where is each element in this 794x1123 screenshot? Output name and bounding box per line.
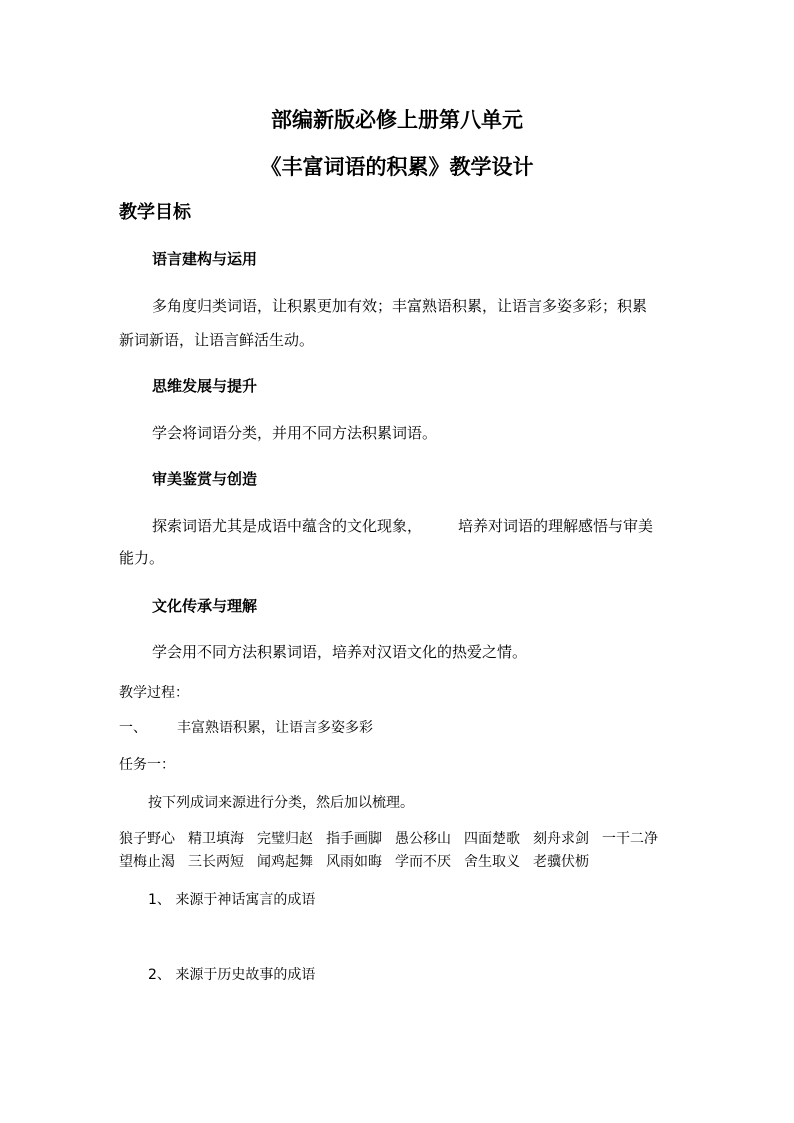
- goal2-text: 学会将词语分类，并用不同方法积累词语。: [152, 424, 438, 442]
- idiom-item: 学而不厌: [395, 854, 451, 870]
- goal3-text-line2: 能力。: [119, 549, 165, 567]
- idiom-item: 四面楚歌: [464, 831, 520, 847]
- task1-label: 任务一：: [119, 757, 175, 773]
- doc-title-line1: 部编新版必修上册第八单元: [271, 108, 523, 132]
- idiom-item: 狼子野心: [119, 831, 175, 847]
- goal3-heading: 审美鉴赏与创造: [152, 470, 258, 488]
- section-heading-goals: 教学目标: [119, 202, 191, 223]
- goal4-text: 学会用不同方法积累词语，培养对汉语文化的热爱之情。: [152, 643, 528, 661]
- idiom-item: 望梅止渴: [119, 854, 175, 870]
- idiom-item: 风雨如晦: [326, 854, 382, 870]
- idiom-item: 指手画脚: [326, 831, 382, 847]
- task1-instruction: 按下列成词来源进行分类，然后加以梳理。: [148, 795, 414, 811]
- idiom-row-1: [119, 828, 671, 848]
- goal3-text-line1a: 探索词语尤其是成语中蕴含的文化现象，: [152, 517, 423, 535]
- idiom-item: 三长两短: [188, 854, 244, 870]
- idiom-item: 闻鸡起舞: [257, 854, 313, 870]
- idiom-item: 精卫填海: [188, 831, 244, 847]
- idiom-item: 一干二净: [602, 831, 658, 847]
- idiom-item: 完璧归赵: [257, 831, 313, 847]
- process-label: 教学过程：: [119, 685, 189, 701]
- idiom-item: 刻舟求剑: [533, 831, 589, 847]
- category-1: 1、 来源于神话寓言的成语: [148, 892, 316, 908]
- goal4-heading: 文化传承与理解: [152, 597, 258, 615]
- goal1-heading: 语言建构与运用: [152, 250, 258, 268]
- goal3-text-line1b: 培养对词语的理解感悟与审美: [458, 517, 654, 535]
- goal2-heading: 思维发展与提升: [152, 377, 258, 395]
- idiom-row-2: [119, 851, 602, 871]
- step1-number: 一、: [119, 720, 147, 736]
- step1-text: 丰富熟语积累，让语言多姿多彩: [177, 720, 373, 736]
- idiom-item: 舍生取义: [464, 854, 520, 870]
- category-2: 2、 来源于历史故事的成语: [148, 967, 316, 983]
- idiom-item: 愚公移山: [395, 831, 451, 847]
- idiom-item: 老骥伏枥: [533, 854, 589, 870]
- doc-title-line2: 《丰富词语的积累》教学设计: [260, 155, 534, 179]
- goal1-text-line2: 新词新语，让语言鲜活生动。: [119, 331, 315, 349]
- goal1-text-line1: 多角度归类词语，让积累更加有效；丰富熟语积累，让语言多姿多彩；积累: [152, 297, 648, 315]
